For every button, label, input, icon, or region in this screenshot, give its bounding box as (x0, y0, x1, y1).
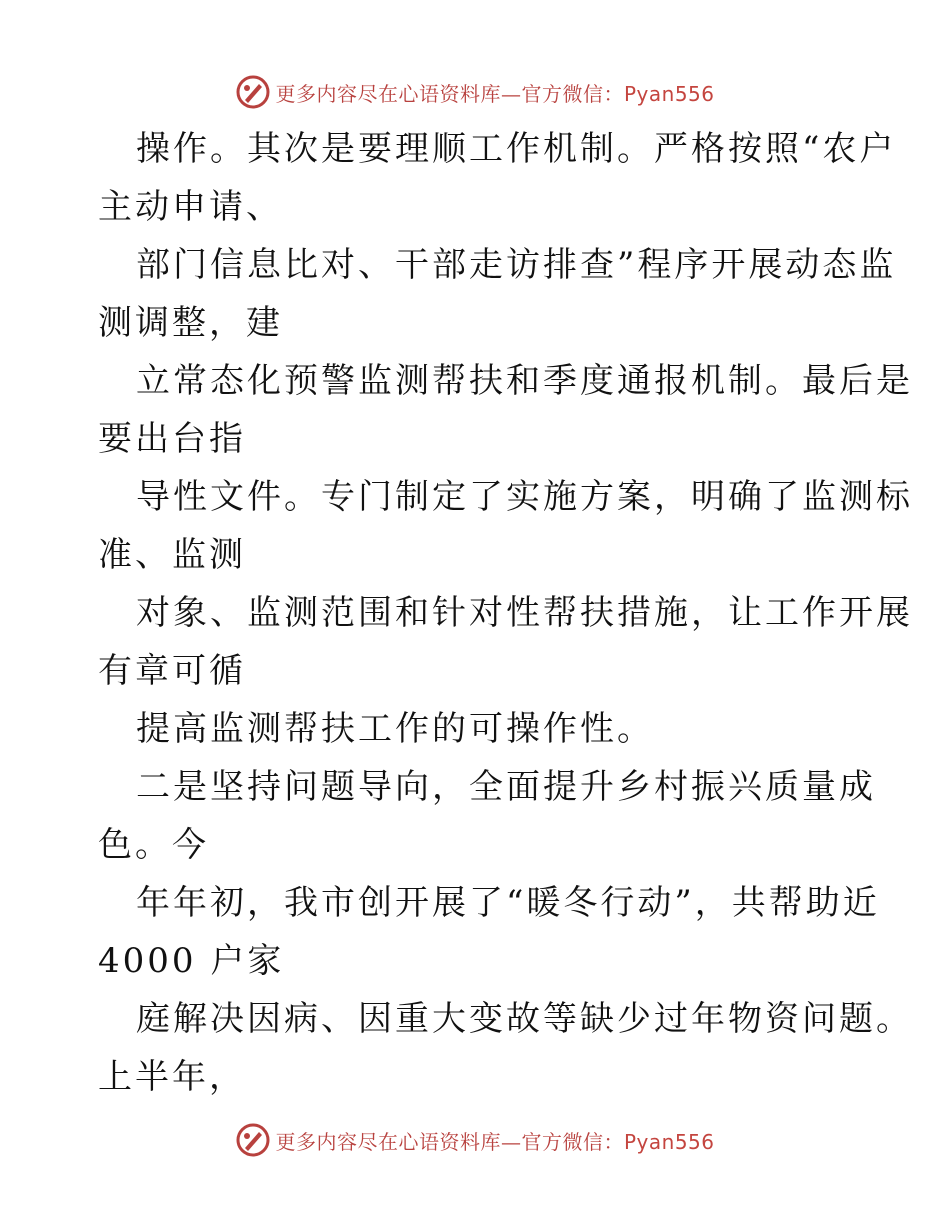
text-line: 二是坚持问题导向，全面提升乡村振兴质量成 (136, 767, 876, 807)
watermark-handle: Pyan556 (623, 81, 715, 106)
text-line: 4000 户家 (98, 941, 285, 981)
watermark-text: 更多内容尽在心语资料库—官方微信： (275, 81, 624, 106)
text-line: 要出台指 (98, 419, 246, 459)
text-line: 立常态化预警监测帮扶和季度通报机制。最后是 (136, 361, 913, 401)
text-line: 操作。其次是要理顺工作机制。严格按照“农户 (136, 129, 897, 169)
text-line: 测调整，建 (98, 303, 283, 343)
text-line: 主动申请、 (98, 187, 283, 227)
text-line: 上半年， (98, 1057, 246, 1097)
document-body (98, 120, 913, 1106)
text-line: 对象、监测范围和针对性帮扶措施，让工作开展 (136, 593, 913, 633)
text-line: 准、监测 (98, 535, 246, 575)
text-line: 部门信息比对、干部走访排查”程序开展动态监 (136, 245, 897, 285)
watermark-text: 更多内容尽在心语资料库—官方微信： (275, 1129, 624, 1154)
text-line: 年年初，我市创开展了“暖冬行动”，共帮助近 (136, 883, 880, 923)
logo-icon (235, 1122, 271, 1158)
footer-watermark (0, 1120, 950, 1160)
watermark-handle: Pyan556 (623, 1129, 715, 1154)
text-line: 庭解决因病、因重大变故等缺少过年物资问题。 (136, 999, 913, 1039)
text-line: 有章可循 (98, 651, 246, 691)
text-line: 提高监测帮扶工作的可操作性。 (136, 709, 654, 749)
header-watermark (0, 72, 950, 112)
text-line: 色。今 (98, 825, 209, 865)
logo-icon (235, 74, 271, 110)
text-line: 导性文件。专门制定了实施方案，明确了监测标 (136, 477, 913, 517)
